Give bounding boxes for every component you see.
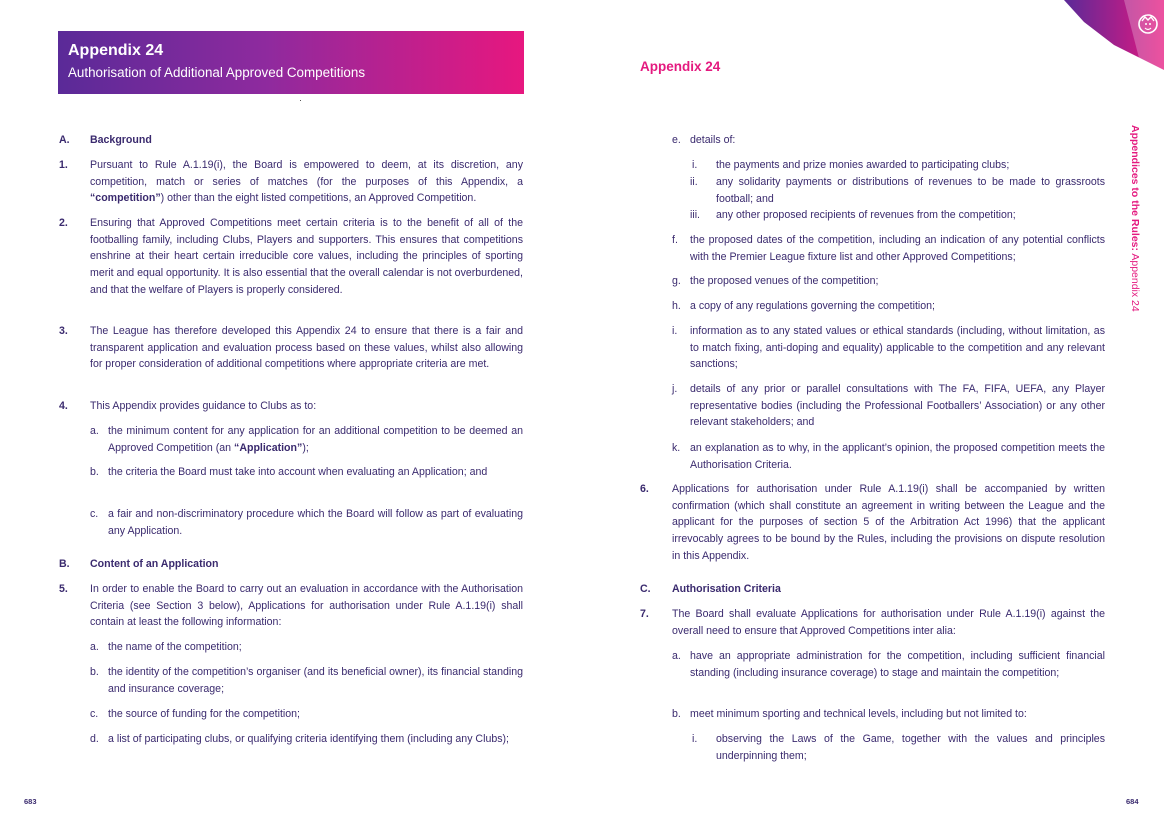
right-page-title: Appendix 24 xyxy=(640,59,721,74)
para-5k-letter: k. xyxy=(672,442,681,454)
side-label-bold: Appendices to the Rules: xyxy=(1129,125,1141,252)
section-a-title: Background xyxy=(90,134,152,146)
para-3-number: 3. xyxy=(59,325,68,337)
para-5c-letter: c. xyxy=(90,708,99,720)
para-5f-letter: f. xyxy=(672,234,678,246)
para-7b-letter: b. xyxy=(672,708,681,720)
para-4a xyxy=(108,423,523,456)
para-5k: an explanation as to why, in the applicant’s opinion, the proposed competition meets the Authorisation Criteria. xyxy=(690,442,1105,471)
para-4a-text: the minimum content for any application for an additional competition to be deemed an Approved Competition (an xyxy=(108,425,523,454)
page-number-left: 683 xyxy=(24,797,37,806)
para-4a-text-end: ); xyxy=(302,441,309,454)
section-c-title: Authorisation Criteria xyxy=(672,583,781,595)
para-5e-ii: any solidarity payments or distributions of revenues to be made to grassroots football; and xyxy=(716,176,1105,205)
para-5h-letter: h. xyxy=(672,300,681,312)
para-5i: information as to any stated values or ethical standards (including, without limitation, as to match fixing, anti-doping and equality) applicable to the competition and any relevant sanctions; xyxy=(690,325,1105,371)
para-5i-letter: i. xyxy=(672,325,678,337)
para-5h: a copy of any regulations governing the competition; xyxy=(690,300,935,312)
para-5f: the proposed dates of the competition, including an indication of any potential conflicts with the Premier League fixture list and other Approved Competitions; xyxy=(690,234,1105,263)
para-7-number: 7. xyxy=(640,608,649,620)
para-2: Ensuring that Approved Competitions meet certain criteria is to the benefit of all of the footballing family, including Clubs, Players and supporters. This ensures that competitions enshrine at their heart certain irreducible core values, including the principles of sporting merit and equal opportunity. It is also essential that the overall calendar is not overburdened, and that the welfare of Players is properly considered. xyxy=(90,217,523,296)
para-4b: the criteria the Board must take into account when evaluating an Application; and xyxy=(108,466,488,478)
para-5a: the name of the competition; xyxy=(108,641,242,653)
corner-decoration xyxy=(1014,0,1164,72)
para-1 xyxy=(90,157,523,207)
para-7b: meet minimum sporting and technical levels, including but not limited to: xyxy=(690,708,1027,720)
para-4b-letter: b. xyxy=(90,466,99,478)
para-2-number: 2. xyxy=(59,217,68,229)
para-5e-ii-numeral: ii. xyxy=(690,176,698,188)
para-5a-letter: a. xyxy=(90,641,99,653)
para-5b-letter: b. xyxy=(90,666,99,678)
para-7b-i: observing the Laws of the Game, together with the values and principles underpinning them; xyxy=(716,733,1105,762)
para-5b: the identity of the competition’s organiser (and its beneficial owner), its financial standing and insurance coverage; xyxy=(108,666,523,695)
para-1-text-end: ) other than the eight listed competitions, an Approved Competition. xyxy=(160,192,477,205)
para-5g: the proposed venues of the competition; xyxy=(690,275,879,287)
banner-subtitle: Authorisation of Additional Approved Competitions xyxy=(68,65,366,80)
para-5e-letter: e. xyxy=(672,134,681,146)
para-4a-letter: a. xyxy=(90,425,99,437)
para-5g-letter: g. xyxy=(672,275,681,287)
para-5e-i: the payments and prize monies awarded to participating clubs; xyxy=(716,159,1010,171)
para-5e: details of: xyxy=(690,134,736,146)
banner-title: Appendix 24 xyxy=(68,42,164,59)
para-5e-iii: any other proposed recipients of revenues from the competition; xyxy=(716,209,1016,221)
para-1-text: Pursuant to Rule A.1.19(i), the Board is empowered to deem, at its discretion, any competition, match or series of matches (for the purposes of this Appendix, a xyxy=(90,159,523,188)
para-1-defined-term: “competition” xyxy=(90,192,161,205)
para-6-number: 6. xyxy=(640,483,649,495)
para-5e-iii-numeral: iii. xyxy=(690,209,701,221)
stray-dot xyxy=(300,100,301,101)
para-4c: a fair and non-discriminatory procedure which the Board will follow as part of evaluating any Application. xyxy=(108,508,523,537)
para-5j: details of any prior or parallel consultations with The FA, FIFA, UEFA, any Player representative bodies (including the Professional Footballers’ Association) or any other relevant stakeholders; and xyxy=(690,383,1105,429)
para-5: In order to enable the Board to carry out an evaluation in accordance with the Authorisation Criteria (see Section 3 below), Applications for authorisation under Rule A.1.19(i) shall contain at least the following information: xyxy=(90,583,523,629)
para-7b-i-numeral: i. xyxy=(692,733,698,745)
page-number-right: 684 xyxy=(1126,797,1139,806)
para-3: The League has therefore developed this Appendix 24 to ensure that there is a fair and transparent application and evaluation process based on these values, whilst also allowing for proper consideration of additional competitions where appropriate criteria are met. xyxy=(90,325,523,371)
para-5-number: 5. xyxy=(59,583,68,595)
para-5d-letter: d. xyxy=(90,733,99,745)
side-label xyxy=(1129,125,1141,312)
para-7a-letter: a. xyxy=(672,650,681,662)
para-7: The Board shall evaluate Applications for authorisation under Rule A.1.19(i) against the overall need to ensure that Approved Competitions inter alia: xyxy=(672,608,1105,637)
para-4a-defined-term: “Application” xyxy=(234,441,303,454)
para-4: This Appendix provides guidance to Clubs as to: xyxy=(90,400,317,412)
section-b-letter: B. xyxy=(59,558,70,570)
side-label-light: Appendix 24 xyxy=(1129,251,1141,312)
para-5e-i-numeral: i. xyxy=(692,159,698,171)
para-4c-letter: c. xyxy=(90,508,99,520)
para-5d: a list of participating clubs, or qualifying criteria identifying them (including any Clubs); xyxy=(108,733,509,745)
para-5c: the source of funding for the competition; xyxy=(108,708,300,720)
para-1-number: 1. xyxy=(59,159,68,171)
section-c-letter: C. xyxy=(640,583,651,595)
para-6: Applications for authorisation under Rule A.1.19(i) shall be accompanied by written confirmation (which shall constitute an agreement in writing between the League and the applicant for the purposes of section 5 of the Arbitration Act 1996) that the applicant irrevocably agrees to be bound by the Rules, including the provisions on dispute resolution in this Appendix. xyxy=(672,483,1105,562)
para-7a: have an appropriate administration for the competition, including sufficient financial standing (including insurance coverage) to stage and maintain the competition; xyxy=(690,650,1105,679)
header-banner xyxy=(58,31,524,94)
section-a-letter: A. xyxy=(59,134,70,146)
para-5j-letter: j. xyxy=(672,383,678,395)
para-4-number: 4. xyxy=(59,400,68,412)
section-b-title: Content of an Application xyxy=(90,558,219,570)
